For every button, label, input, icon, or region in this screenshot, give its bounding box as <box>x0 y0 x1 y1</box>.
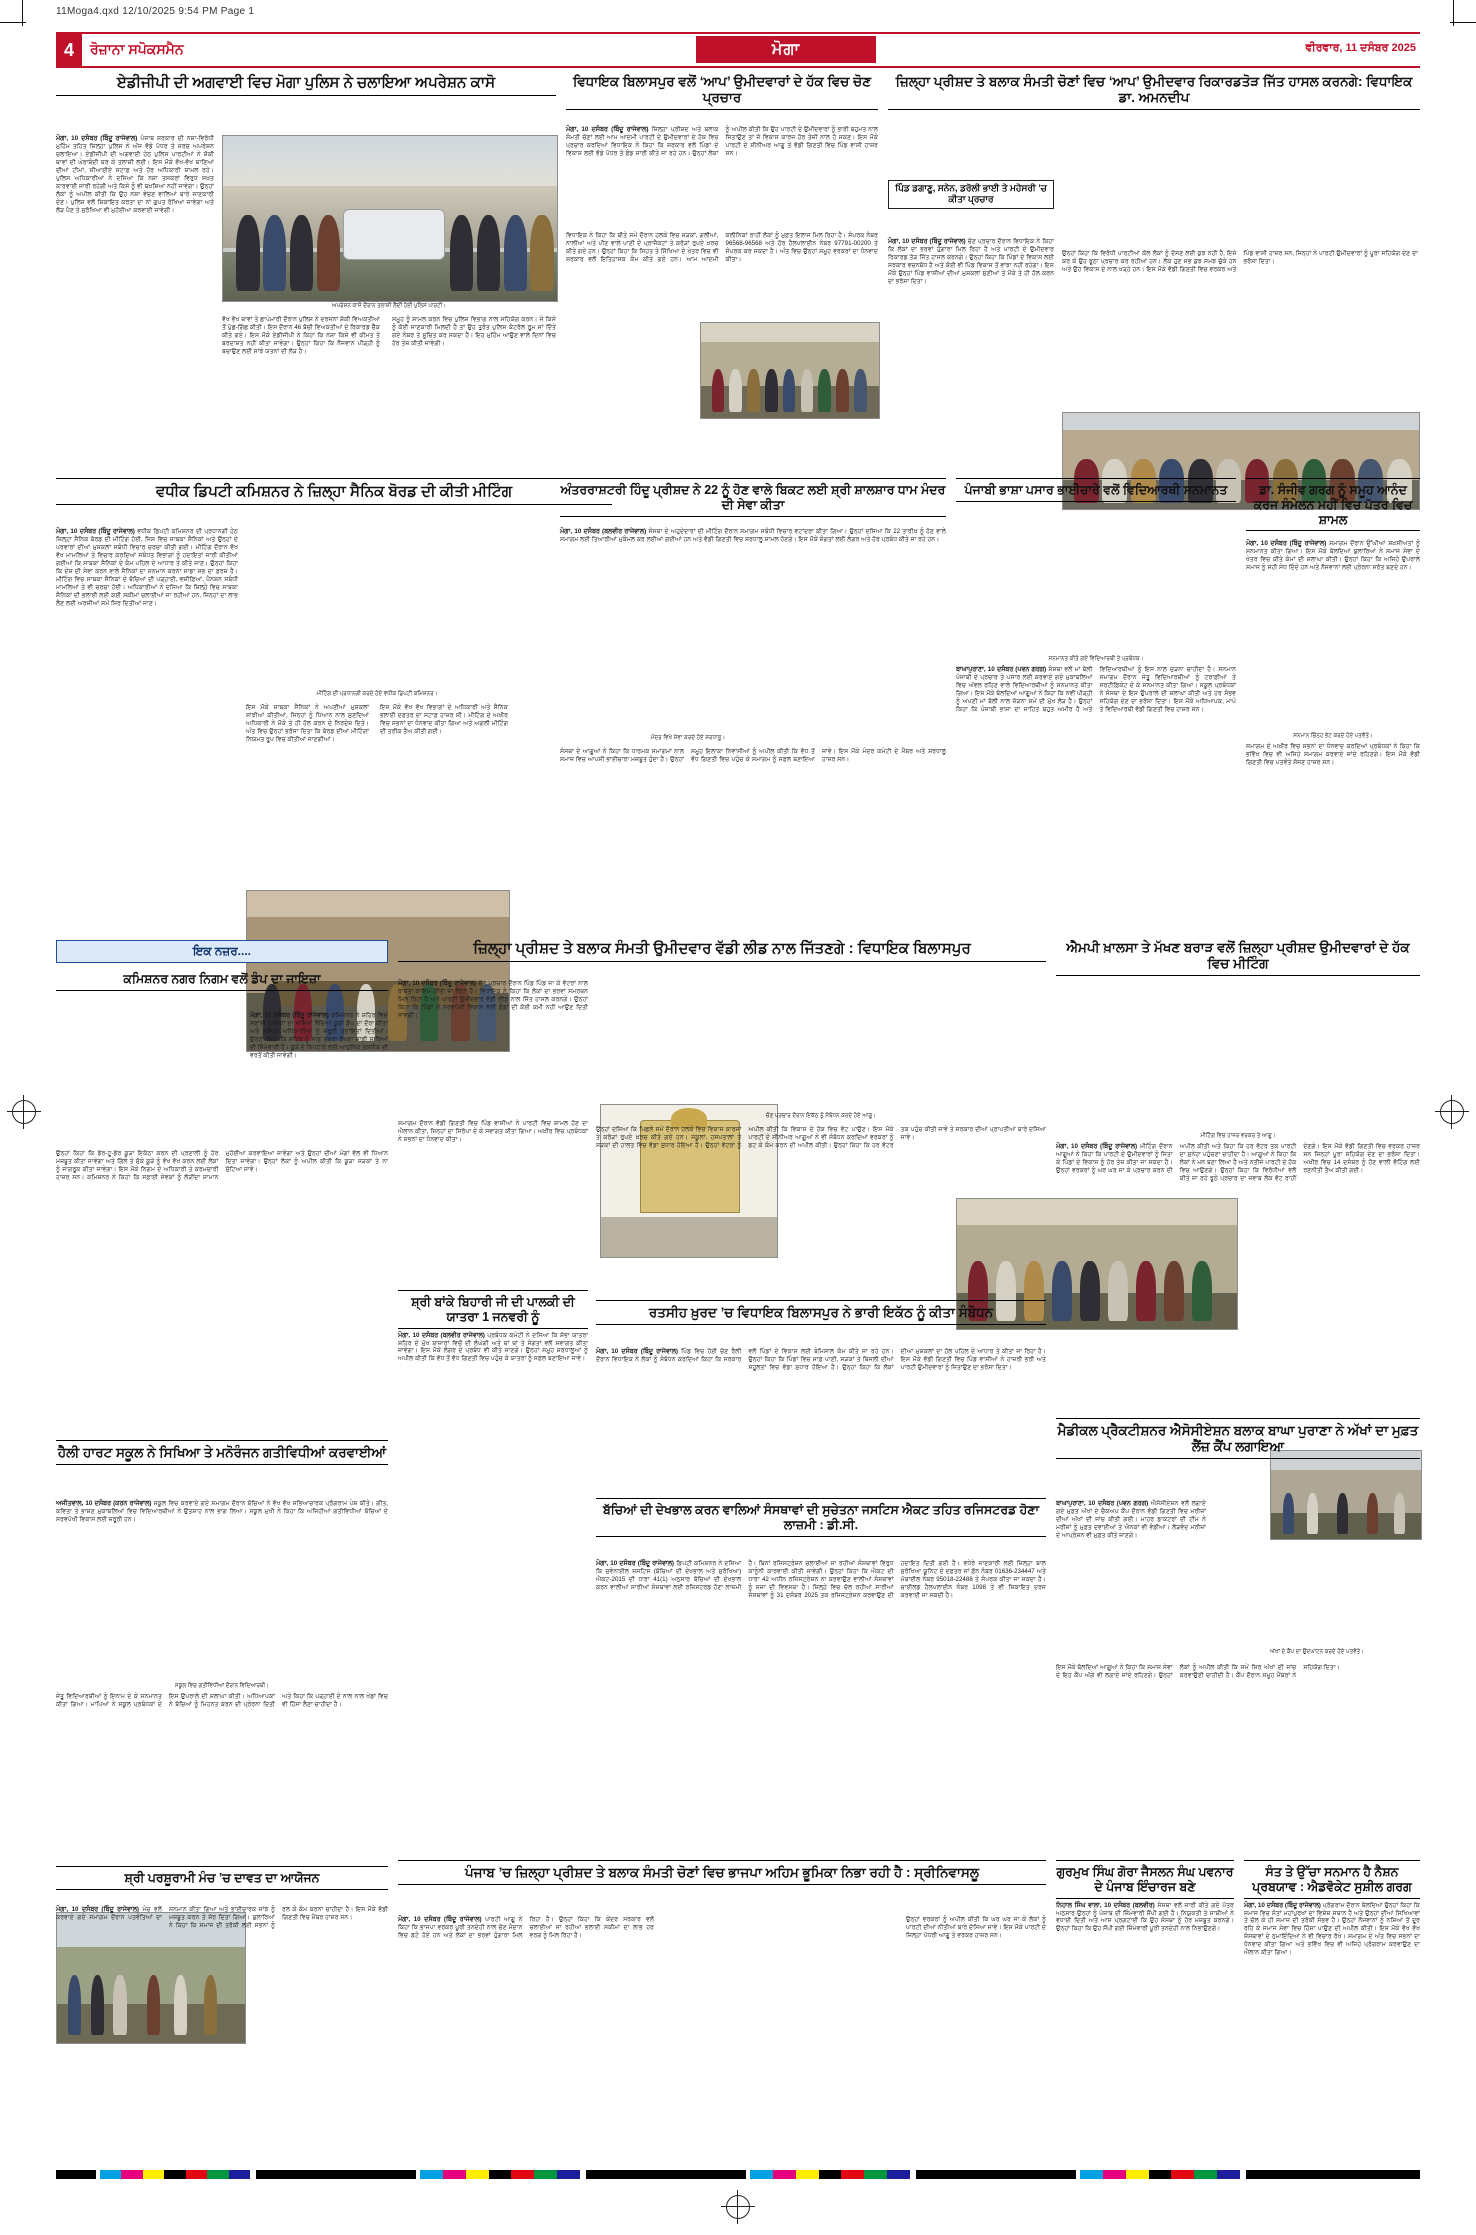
photo-caption-a10: ਮੀਟਿੰਗ ਵਿਚ ਹਾਜ਼ਰ ਵਰਕਰ ਤੇ ਆਗੂ। <box>1200 1133 1276 1139</box>
crop-mark <box>1450 22 1476 23</box>
article-body-a7: ਮੋਗਾ, 10 ਦਸੰਬਰ (ਬਿੰਦੂ ਰਾਜੇਵਾਲ) ਸਮਾਗਮ ਦੌਰਾਨ ਉੱਘੀਆਂ ਸ਼ਖ਼ਸੀਅਤਾਂ ਨੂੰ ਸਨਮਾਨਤ ਕੀਤਾ ਗਿਆ। ਇਸ ਮੌਕੇ ਬੋਲਦਿਆਂ ਬੁਲਾਰਿਆਂ ਨੇ ਸਮਾਜ ਸੇਵਾ ਦੇ ਖੇਤਰ ਵਿਚ ਕੀਤੇ ਕੰਮਾਂ ਦੀ ਸ਼ਲਾਘਾ ਕੀਤੀ। ਉਨ੍ਹਾਂ ਕਿਹਾ ਕਿ ਅਜਿਹੇ ਉਪਰਾਲੇ ਸਮਾਜ ਨੂੰ ਸਹੀ ਸੇਧ ਦਿੰਦੇ ਹਨ ਅਤੇ ਨੌਜਵਾਨਾਂ ਲਈ ਪ੍ਰੇਰਨਾ ਸਰੋਤ ਬਣਦੇ ਹਨ। <box>1246 540 1420 571</box>
dateline-tag: ਨਿਹਾਲ ਸਿੰਘ ਵਾਲਾ, 10 ਦਸੰਬਰ (ਬਲਵੀਰ) <box>1056 1901 1155 1909</box>
dateline-tag: ਮੋਗਾ, 10 ਦਸੰਬਰ (ਬਿੰਦੂ ਰਾਜੇਵਾਲ) <box>888 238 966 245</box>
photo-caption-a9: ਚੋਣ ਪ੍ਰਚਾਰ ਦੌਰਾਨ ਇਕੱਠ ਨੂੰ ਸੰਬੋਧਨ ਕਰਦੇ ਹੋਏ ਆਗੂ। <box>765 1113 877 1119</box>
article-body-a12: ਮੋਗਾ, 10 ਦਸੰਬਰ (ਬਲਵੀਰ ਰਾਜੇਵਾਲ) ਪ੍ਰਬੰਧਕ ਕਮੇਟੀ ਨੇ ਦਸਿਆ ਕਿ ਸ਼ੋਭਾ ਯਾਤਰਾ ਸ਼ਹਿਰ ਦੇ ਮੁੱਖ ਬਾਜ਼ਾਰਾਂ ਵਿਚੋਂ ਦੀ ਲੰਘੇਗੀ ਅਤੇ ਥਾਂ ਥਾਂ ਤੇ ਸੰਗਤਾਂ ਵਲੋਂ ਸਵਾਗਤ ਕੀਤਾ ਜਾਵੇਗਾ। ਇਸ ਮੌਕੇ ਲੰਗਰ ਦੇ ਪ੍ਰਬੰਧ ਵੀ ਕੀਤੇ ਜਾਣਗੇ। ਉਨ੍ਹਾਂ ਸਮੂਹ ਸ਼ਰਧਾਲੂਆਂ ਨੂੰ ਅਪੀਲ ਕੀਤੀ ਕਿ ਵੱਧ ਤੋਂ ਵੱਧ ਗਿਣਤੀ ਵਿਚ ਪਹੁੰਚ ਕੇ ਯਾਤਰਾ ਨੂੰ ਸਫ਼ਲ ਬਣਾਇਆ ਜਾਵੇ। <box>398 1331 588 1363</box>
article-headline-a2: ਵਿਧਾਇਕ ਬਿਲਾਸਪੁਰ ਵਲੋਂ ‘ਆਪ’ ਉਮੀਦਵਾਰਾਂ ਦੇ ਹੱਕ ਵਿਚ ਚੋਣ ਪ੍ਰਚਾਰ <box>572 74 872 105</box>
file-slug: 11Moga4.qxd 12/10/2025 9:54 PM Page 1 <box>56 6 255 17</box>
dateline-tag: ਮੋਗਾ, 10 ਦਸੰਬਰ (ਬਿੰਦੂ ਰਾਜੇਵਾਲ) <box>398 980 477 987</box>
dateline-tag: ਮੋਗਾ, 10 ਦਸੰਬਰ (ਬਿੰਦੂ ਰਾਜੇਵਾਲ) <box>1246 540 1327 547</box>
dateline-tag: ਮੋਗਾ, 10 ਦਸੰਬਰ (ਬਲਵੀਰ ਰਾਜੇਵਾਲ) <box>398 1331 485 1339</box>
article-headline-a18: ਗੁਰਮੁਖ ਸਿੰਘ ਗੋਰਾ ਜੈਸਲਨ ਸੰਘ ਪਵਨਾਰ ਦੇ ਪੰਜਾਬ ਇੰਚਾਰਜ ਬਣੇ <box>1056 1865 1234 1894</box>
article-body-a14: ਮੋਗਾ, 10 ਦਸੰਬਰ (ਬਿੰਦੂ ਰਾਜੇਵਾਲ) ਡਿਪਟੀ ਕਮਿਸ਼ਨਰ ਨੇ ਦਸਿਆ ਕਿ ਜੁਵੇਨਾਈਲ ਜਸਟਿਸ (ਬੱਚਿਆਂ ਦੀ ਦੇਖਭਾਲ ਅਤੇ ਸੁਰੱਖਿਆ) ਐਕਟ-2015 ਦੀ ਧਾਰਾ 41(1) ਅਨੁਸਾਰ ਬੱਚਿਆਂ ਦੀ ਦੇਖਭਾਲ ਕਰਨ ਵਾਲੀਆਂ ਸਾਰੀਆਂ ਸੰਸਥਾਵਾਂ ਲਈ ਰਜਿਸਟਰਡ ਹੋਣਾ ਲਾਜ਼ਮੀ ਹੈ। ਬਿਨਾਂ ਰਜਿਸਟ੍ਰੇਸ਼ਨ ਚਲਾਈਆਂ ਜਾ ਰਹੀਆਂ ਸੰਸਥਾਵਾਂ ਵਿਰੁਧ ਕਾਨੂੰਨੀ ਕਾਰਵਾਈ ਕੀਤੀ ਜਾਵੇਗੀ। ਉਨ੍ਹਾਂ ਕਿਹਾ ਕਿ ਐਕਟ ਦੀ ਧਾਰਾ 42 ਅਧੀਨ ਰਜਿਸਟ੍ਰੇਸ਼ਨ ਨਾ ਕਰਵਾਉਣ ਵਾਲੀਆਂ ਸੰਸਥਾਵਾਂ ਨੂੰ ਸਜ਼ਾ ਦੀ ਵਿਵਸਥਾ ਹੈ। ਜ਼ਿਲ੍ਹੇ ਵਿਚ ਚੱਲ ਰਹੀਆਂ ਸਾਰੀਆਂ ਸੰਸਥਾਵਾਂ ਨੂੰ 31 ਦਸੰਬਰ 2025 ਤਕ ਰਜਿਸਟ੍ਰੇਸ਼ਨ ਕਰਵਾਉਣ ਦੀ ਹਦਾਇਤ ਦਿਤੀ ਗਈ ਹੈ। ਵਧੇਰੇ ਜਾਣਕਾਰੀ ਲਈ ਜ਼ਿਲ੍ਹਾ ਬਾਲ ਸੁਰੱਖਿਆ ਯੂਨਿਟ ਦੇ ਦਫ਼ਤਰ ਜਾਂ ਫ਼ੋਨ ਨੰਬਰ 01636-234447 ਅਤੇ ਮੋਬਾਈਲ ਨੰਬਰ 95018-22488 ਤੇ ਸੰਪਰਕ ਕੀਤਾ ਜਾ ਸਕਦਾ ਹੈ। ਚਾਈਲਡ ਹੈਲਪਲਾਈਨ ਨੰਬਰ 1098 ਤੇ ਵੀ ਸ਼ਿਕਾਇਤ ਦਰਜ ਕਰਵਾਈ ਜਾ ਸਕਦੀ ਹੈ। <box>596 1560 1046 1599</box>
article-body-a11: ਅਜੀਤਵਾਲ, 10 ਦਸੰਬਰ (ਕਰਨ ਰਾਜੇਵਾਲ) ਸਕੂਲ ਵਿਚ ਕਰਵਾਏ ਗਏ ਸਮਾਗਮ ਦੌਰਾਨ ਬੱਚਿਆਂ ਨੇ ਵੱਖ ਵੱਖ ਸਭਿਆਚਾਰਕ ਪ੍ਰੋਗਰਾਮ ਪੇਸ਼ ਕੀਤੇ। ਗੀਤ, ਕਵਿਤਾ ਤੇ ਭਾਸ਼ਣ ਮੁਕਾਬਲਿਆਂ ਵਿਚ ਵਿਦਿਆਰਥੀਆਂ ਨੇ ਉਤਸ਼ਾਹ ਨਾਲ ਭਾਗ ਲਿਆ। ਸਕੂਲ ਮੁਖੀ ਨੇ ਕਿਹਾ ਕਿ ਅਜਿਹੀਆਂ ਗਤੀਵਿਧੀਆਂ ਬੱਚਿਆਂ ਦੇ ਸਰਵਪੱਖੀ ਵਿਕਾਸ ਲਈ ਜ਼ਰੂਰੀ ਹਨ। <box>56 1500 388 1523</box>
dateline-tag: ਮੋਗਾ, 10 ਦਸੰਬਰ (ਬਿੰਦੂ ਰਾਜੇਵਾਲ) <box>566 126 649 133</box>
article-headline-a12: ਸ਼੍ਰੀ ਬਾਂਕੇ ਬਿਹਾਰੀ ਜੀ ਦੀ ਪਾਲਕੀ ਦੀ ਯਾਤਰਾ 1 ਜਨਵਰੀ ਨੂੰ <box>411 1295 575 1324</box>
dateline-tag: ਮੋਗਾ, 10 ਦਸੰਬਰ (ਬਿੰਦੂ ਰਾਜੇਵਾਲ) <box>596 1348 679 1355</box>
article-subhead-a3: ਪਿੰਡ ਡਗਾਣੂ, ਸਨੇਨ, ਡਰੋਲੀ ਭਾਈ ਤੇ ਮਹੇਸਰੀ ’ਚ ਕੀਤਾ ਪ੍ਰਚਾਰ <box>888 180 1054 209</box>
article-body-a4: ਮੋਗਾ, 10 ਦਸੰਬਰ (ਬਿੰਦੂ ਰਾਜੇਵਾਲ) ਵਧੀਕ ਡਿਪਟੀ ਕਮਿਸ਼ਨਰ ਦੀ ਪ੍ਰਧਾਨਗੀ ਹੇਠ ਜ਼ਿਲ੍ਹਾ ਸੈਨਿਕ ਬੋਰਡ ਦੀ ਮੀਟਿੰਗ ਹੋਈ, ਜਿਸ ਵਿਚ ਸਾਬਕਾ ਸੈਨਿਕਾਂ ਅਤੇ ਉਨ੍ਹਾਂ ਦੇ ਪਰਵਾਰਾਂ ਦੀਆਂ ਮੁਸ਼ਕਲਾਂ ਸਬੰਧੀ ਵਿਚਾਰ ਚਰਚਾ ਕੀਤੀ ਗਈ। ਮੀਟਿੰਗ ਦੌਰਾਨ ਵੱਖ ਵੱਖ ਮਾਮਲਿਆਂ ਤੇ ਵਿਚਾਰ ਕਰਦਿਆਂ ਸਬੰਧਤ ਵਿਭਾਗਾਂ ਨੂੰ ਹਦਾਇਤਾਂ ਜਾਰੀ ਕੀਤੀਆਂ ਗਈਆਂ ਕਿ ਸਾਬਕਾ ਸੈਨਿਕਾਂ ਦੇ ਕੰਮ ਪਹਿਲ ਦੇ ਆਧਾਰ ਤੇ ਕੀਤੇ ਜਾਣ। ਉਨ੍ਹਾਂ ਕਿਹਾ ਕਿ ਦੇਸ਼ ਦੀ ਸੇਵਾ ਕਰਨ ਵਾਲੇ ਸੈਨਿਕਾਂ ਦਾ ਸਨਮਾਨ ਕਰਨਾ ਸਾਡਾ ਸਭ ਦਾ ਫ਼ਰਜ਼ ਹੈ। ਮੀਟਿੰਗ ਵਿਚ ਸਾਬਕਾ ਸੈਨਿਕਾਂ ਦੇ ਬੱਚਿਆਂ ਦੀ ਪੜ੍ਹਾਈ, ਵਜ਼ੀਫ਼ਿਆਂ, ਪੈਨਸ਼ਨ ਸਬੰਧੀ ਮਾਮਲਿਆਂ ਤੇ ਵੀ ਚਰਚਾ ਹੋਈ। ਅਧਿਕਾਰੀਆਂ ਨੇ ਦਸਿਆ ਕਿ ਜ਼ਿਲ੍ਹੇ ਵਿਚ ਸਾਬਕਾ ਸੈਨਿਕਾਂ ਦੀ ਭਲਾਈ ਲਈ ਕਈ ਸਕੀਮਾਂ ਚਲਾਈਆਂ ਜਾ ਰਹੀਆਂ ਹਨ, ਜਿਨ੍ਹਾਂ ਦਾ ਲਾਭ ਲੈਣ ਲਈ ਅਰਜ਼ੀਆਂ ਸਮੇਂ ਸਿਰ ਦਿਤੀਆਂ ਜਾਣ। <box>56 528 238 607</box>
article-headline-a7: ਡਾ. ਸੰਜੀਵ ਗਰਗ ਨੂੰ ਸਮੂਹ ਆਨੰਦ ਕਰਜ ਸੰਮੇਲਨ ਮਹੀਂ ਵਿਚ ਪੱਤਰ ਵਿਚ ਸ਼ਾਮਲ <box>1253 483 1413 527</box>
article-body-a16: ਮੋਗਾ, 10 ਦਸੰਬਰ (ਬਿੰਦੂ ਰਾਜੇਵਾਲ) ਮੰਚ ਵਲੋਂ ਕਰਵਾਏ ਗਏ ਸਮਾਗਮ ਦੌਰਾਨ ਪਤਵੰਤਿਆਂ ਦਾ ਸਨਮਾਨ ਕੀਤਾ ਗਿਆ ਅਤੇ ਭਾਈਚਾਰਕ ਸਾਂਝ ਨੂੰ ਮਜ਼ਬੂਤ ਕਰਨ ਤੇ ਜ਼ੋਰ ਦਿਤਾ ਗਿਆ। ਬੁਲਾਰਿਆਂ ਨੇ ਕਿਹਾ ਕਿ ਸਮਾਜ ਦੀ ਤਰੱਕੀ ਲਈ ਸਭਨਾਂ ਨੂੰ ਰਲ ਕੇ ਕੰਮ ਕਰਨਾ ਚਾਹੀਦਾ ਹੈ। ਇਸ ਮੌਕੇ ਵੱਡੀ ਗਿਣਤੀ ਵਿਚ ਮੈਂਬਰ ਹਾਜ਼ਰ ਸਨ। <box>56 1906 388 1929</box>
dateline-tag: ਬਾਘਾਪੁਰਾਣਾ, 10 ਦਸੰਬਰ (ਪਵਨ ਗਰਗ) <box>956 666 1047 673</box>
article-body-a3: ਮੋਗਾ, 10 ਦਸੰਬਰ (ਬਿੰਦੂ ਰਾਜੇਵਾਲ) ਚੋਣ ਪ੍ਰਚਾਰ ਦੌਰਾਨ ਵਿਧਾਇਕ ਨੇ ਕਿਹਾ ਕਿ ਲੋਕਾਂ ਦਾ ਭਰਵਾਂ ਹੁੰਗਾਰਾ ਮਿਲ ਰਿਹਾ ਹੈ ਅਤੇ ਪਾਰਟੀ ਦੇ ਉਮੀਦਵਾਰ ਰਿਕਾਰਡ ਤੋੜ ਜਿੱਤ ਹਾਸਲ ਕਰਨਗੇ। ਉਨ੍ਹਾਂ ਕਿਹਾ ਕਿ ਪਿੰਡਾਂ ਦੇ ਵਿਕਾਸ ਲਈ ਸਰਕਾਰ ਵਚਨਬੱਧ ਹੈ ਅਤੇ ਕੋਈ ਵੀ ਪਿੰਡ ਵਿਕਾਸ ਤੋਂ ਵਾਂਝਾ ਨਹੀਂ ਰਹੇਗਾ। ਇਸ ਮੌਕੇ ਉਨ੍ਹਾਂ ਪਿੰਡ ਵਾਸੀਆਂ ਦੀਆਂ ਮੁਸ਼ਕਲਾਂ ਸੁਣੀਆਂ ਤੇ ਮੌਕੇ ਤੇ ਹੀ ਹੱਲ ਕਰਨ ਦਾ ਭਰੋਸਾ ਦਿਤਾ। <box>888 238 1054 285</box>
article-body-a7-cont: ਸਮਾਗਮ ਦੇ ਅਖ਼ੀਰ ਵਿਚ ਸਭਨਾਂ ਦਾ ਧੰਨਵਾਦ ਕਰਦਿਆਂ ਪ੍ਰਬੰਧਕਾਂ ਨੇ ਕਿਹਾ ਕਿ ਭਵਿੱਖ ਵਿਚ ਵੀ ਅਜਿਹੇ ਸਮਾਗਮ ਕਰਵਾਏ ਜਾਂਦੇ ਰਹਿਣਗੇ। ਇਸ ਮੌਕੇ ਵੱਡੀ ਗਿਣਤੀ ਵਿਚ ਪਤਵੰਤੇ ਸੱਜਣ ਹਾਜ਼ਰ ਸਨ। <box>1246 743 1420 766</box>
article-body-a18: ਨਿਹਾਲ ਸਿੰਘ ਵਾਲਾ, 10 ਦਸੰਬਰ (ਬਲਵੀਰ) ਸੰਸਥਾ ਵਲੋਂ ਜਾਰੀ ਕੀਤੇ ਗਏ ਪੱਤਰ ਅਨੁਸਾਰ ਉਨ੍ਹਾਂ ਨੂੰ ਪੰਜਾਬ ਦੀ ਜ਼ਿੰਮੇਵਾਰੀ ਸੌਂਪੀ ਗਈ ਹੈ। ਨਿਯੁਕਤੀ ਤੇ ਸਾਥੀਆਂ ਨੇ ਵਧਾਈ ਦਿਤੀ ਅਤੇ ਆਸ ਪ੍ਰਗਟਾਈ ਕਿ ਉਹ ਸੰਸਥਾ ਨੂੰ ਹੋਰ ਮਜ਼ਬੂਤ ਕਰਨਗੇ। ਉਨ੍ਹਾਂ ਕਿਹਾ ਕਿ ਉਹ ਸੌਂਪੀ ਗਈ ਜ਼ਿੰਮੇਵਾਰੀ ਪੂਰੀ ਤਨਦੇਹੀ ਨਾਲ ਨਿਭਾਉਣਗੇ। <box>1056 1901 1234 1933</box>
article-body-a19: ਮੋਗਾ, 10 ਦਸੰਬਰ (ਬਿੰਦੂ ਰਾਜੇਵਾਲ) ਪ੍ਰੋਗਰਾਮ ਦੌਰਾਨ ਬੋਲਦਿਆਂ ਉਨ੍ਹਾਂ ਕਿਹਾ ਕਿ ਸਮਾਜ ਵਿਚ ਸੰਤਾਂ ਮਹਾਂਪੁਰਖਾਂ ਦਾ ਵਿਸ਼ੇਸ਼ ਸਥਾਨ ਹੈ ਅਤੇ ਉਨ੍ਹਾਂ ਦੀਆਂ ਸਿਖਿਆਵਾਂ ਤੇ ਚੱਲ ਕੇ ਹੀ ਸਮਾਜ ਦੀ ਤਰੱਕੀ ਸੰਭਵ ਹੈ। ਉਨ੍ਹਾਂ ਨੌਜਵਾਨਾਂ ਨੂੰ ਨਸ਼ਿਆਂ ਤੋਂ ਦੂਰ ਰਹਿ ਕੇ ਸਮਾਜ ਸੇਵਾ ਵਿਚ ਹਿੱਸਾ ਪਾਉਣ ਦੀ ਅਪੀਲ ਕੀਤੀ। ਇਸ ਮੌਕੇ ਵੱਖ ਵੱਖ ਸੰਸਥਾਵਾਂ ਦੇ ਨੁਮਾਇੰਦਿਆਂ ਨੇ ਵੀ ਵਿਚਾਰ ਰੱਖੇ। ਸਮਾਗਮ ਦੇ ਅੰਤ ਵਿਚ ਸਭਨਾਂ ਦਾ ਧੰਨਵਾਦ ਕੀਤਾ ਗਿਆ ਅਤੇ ਭਵਿੱਖ ਵਿਚ ਵੀ ਅਜਿਹੇ ਪ੍ਰੋਗਰਾਮ ਕਰਵਾਉਣ ਦਾ ਐਲਾਨ ਕੀਤਾ ਗਿਆ। <box>1244 1901 1420 1957</box>
article-body-a9-cont: ਉਨ੍ਹਾਂ ਦਸਿਆ ਕਿ ਪਿਛਲੇ ਸਮੇਂ ਦੌਰਾਨ ਹਲਕੇ ਵਿਚ ਵਿਕਾਸ ਕਾਰਜਾਂ ਤੇ ਕਰੋੜਾਂ ਰੁਪਏ ਖ਼ਰਚ ਕੀਤੇ ਗਏ ਹਨ। ਸਕੂਲਾਂ, ਹਸਪਤਾਲਾਂ ਤੇ ਸੜਕਾਂ ਦੀ ਹਾਲਤ ਵਿਚ ਵੱਡਾ ਸੁਧਾਰ ਹੋਇਆ ਹੈ। ਉਨ੍ਹਾਂ ਵੋਟਰਾਂ ਨੂੰ ਅਪੀਲ ਕੀਤੀ ਕਿ ਵਿਕਾਸ ਦੇ ਹੱਕ ਵਿਚ ਵੋਟ ਪਾਉਣ। ਇਸ ਮੌਕੇ ਪਾਰਟੀ ਦੇ ਸੀਨੀਅਰ ਆਗੂਆਂ ਨੇ ਵੀ ਸੰਬੋਧਨ ਕਰਦਿਆਂ ਵਰਕਰਾਂ ਨੂੰ ਡਟ ਕੇ ਕੰਮ ਕਰਨ ਦੀ ਅਪੀਲ ਕੀਤੀ। ਉਨ੍ਹਾਂ ਕਿਹਾ ਕਿ ਹਰ ਵੋਟਰ ਤਕ ਪਹੁੰਚ ਕੀਤੀ ਜਾਵੇ ਤੇ ਸਰਕਾਰ ਦੀਆਂ ਪ੍ਰਾਪਤੀਆਂ ਬਾਰੇ ਦਸਿਆ ਜਾਵੇ। <box>596 1126 1046 1149</box>
registration-mark <box>12 1100 36 1124</box>
article-photo-a7 <box>1270 1450 1422 1540</box>
dateline-tag: ਮੋਗਾ, 10 ਦਸੰਬਰ (ਬਿੰਦੂ ਰਾਜੇਵਾਲ) <box>250 1012 329 1019</box>
article-body-a1-cont2: ਸਮੂਹ ਨੂੰ ਸ਼ਾਮਲ ਕਰਨ ਵਿਚ ਪੁਲਿਸ ਵਿਭਾਗ ਨਾਲ ਸਹਿਯੋਗ ਕਰਨ। ਜੇ ਕਿਸੇ ਨੂੰ ਕੋਈ ਜਾਣਕਾਰੀ ਮਿਲਦੀ ਹੈ ਤਾਂ ਉਹ ਤੁਰੰਤ ਪੁਲਿਸ ਕੰਟਰੋਲ ਰੂਮ ਜਾਂ ਦਿੱਤੇ ਗਏ ਨੰਬਰ ਤੇ ਸੂਚਿਤ ਕਰ ਸਕਦਾ ਹੈ। ਇਹ ਮੁਹਿੰਮ ਆਉਣ ਵਾਲੇ ਦਿਨਾਂ ਵਿਚ ਹੋਰ ਤੇਜ਼ ਕੀਤੀ ਜਾਵੇਗੀ। <box>392 316 556 347</box>
article-headline-a3: ਜ਼ਿਲ੍ਹਾ ਪ੍ਰੀਸ਼ਦ ਤੇ ਬਲਾਕ ਸੰਮਤੀ ਚੋਣਾਂ ਵਿਚ ‘ਆਪ’ ਉਮੀਦਵਾਰ ਰਿਕਾਰਡਤੋੜ ਜਿੱਤ ਹਾਸਲ ਕਰਨਗੇ: ਵਿਧਾਇਕ ਡਾ. ਅਮਨਦੀਪ <box>895 74 1413 105</box>
article-body-a17-cont: ਉਨ੍ਹਾਂ ਵਰਕਰਾਂ ਨੂੰ ਅਪੀਲ ਕੀਤੀ ਕਿ ਘਰ ਘਰ ਜਾ ਕੇ ਲੋਕਾਂ ਨੂੰ ਪਾਰਟੀ ਦੀਆਂ ਨੀਤੀਆਂ ਬਾਰੇ ਦੱਸਿਆ ਜਾਵੇ। ਇਸ ਮੌਕੇ ਪਾਰਟੀ ਦੇ ਜ਼ਿਲ੍ਹਾ ਪੱਧਰੀ ਆਗੂ ਤੇ ਵਰਕਰ ਹਾਜ਼ਰ ਸਨ। <box>906 1916 1046 1939</box>
article-body-a10: ਮੋਗਾ, 10 ਦਸੰਬਰ (ਬਿੰਦੂ ਰਾਜੇਵਾਲ) ਮੀਟਿੰਗ ਦੌਰਾਨ ਆਗੂਆਂ ਨੇ ਕਿਹਾ ਕਿ ਪਾਰਟੀ ਦੇ ਉਮੀਦਵਾਰਾਂ ਨੂੰ ਜਿਤਾ ਕੇ ਪਿੰਡਾਂ ਦੇ ਵਿਕਾਸ ਨੂੰ ਹੋਰ ਤੇਜ਼ ਕੀਤਾ ਜਾ ਸਕਦਾ ਹੈ। ਉਨ੍ਹਾਂ ਵਰਕਰਾਂ ਨੂੰ ਘਰ ਘਰ ਜਾ ਕੇ ਪ੍ਰਚਾਰ ਕਰਨ ਦੀ ਅਪੀਲ ਕੀਤੀ ਅਤੇ ਕਿਹਾ ਕਿ ਹਰ ਵੋਟਰ ਤਕ ਪਾਰਟੀ ਦਾ ਸੁਨੇਹਾ ਪਹੁੰਚਣਾ ਚਾਹੀਦਾ ਹੈ। ਆਗੂਆਂ ਨੇ ਕਿਹਾ ਕਿ ਲੋਕਾਂ ਨੇ ਮਨ ਬਣਾ ਲਿਆ ਹੈ ਅਤੇ ਨਤੀਜੇ ਪਾਰਟੀ ਦੇ ਹੱਕ ਵਿਚ ਆਉਣਗੇ। ਉਨ੍ਹਾਂ ਕਿਹਾ ਕਿ ਵਿਰੋਧੀਆਂ ਵਲੋਂ ਕੀਤੇ ਜਾ ਰਹੇ ਝੂਠੇ ਪ੍ਰਚਾਰ ਦਾ ਜਵਾਬ ਲੋਕ ਵੋਟ ਰਾਹੀਂ ਦੇਣਗੇ। ਇਸ ਮੌਕੇ ਵੱਡੀ ਗਿਣਤੀ ਵਿਚ ਵਰਕਰ ਹਾਜ਼ਰ ਸਨ ਜਿਨ੍ਹਾਂ ਪੂਰਾ ਸਹਿਯੋਗ ਦੇਣ ਦਾ ਭਰੋਸਾ ਦਿਤਾ। ਅਖ਼ੀਰ ਵਿਚ 14 ਦਸੰਬਰ ਨੂੰ ਹੋਣ ਵਾਲੀ ਵੋਟਿੰਗ ਲਈ ਰਣਨੀਤੀ ਤੈਅ ਕੀਤੀ ਗਈ। <box>1056 1143 1420 1182</box>
edition-name: ਮੋਗਾ <box>696 36 876 63</box>
article-headline-a1: ਏਡੀਜੀਪੀ ਦੀ ਅਗਵਾਈ ਵਿਚ ਮੋਗਾ ਪੁਲਿਸ ਨੇ ਚਲਾਇਆ ਅਪਰੇਸ਼ਨ ਕਾਸੋ <box>116 74 496 91</box>
article-body-a9-cont2: ਸਮਾਗਮ ਦੌਰਾਨ ਵੱਡੀ ਗਿਣਤੀ ਵਿਚ ਪਿੰਡ ਵਾਸੀਆਂ ਨੇ ਪਾਰਟੀ ਵਿਚ ਸ਼ਾਮਲ ਹੋਣ ਦਾ ਐਲਾਨ ਕੀਤਾ, ਜਿਨ੍ਹਾਂ ਦਾ ਸਿਰੋਪਾ ਦੇ ਕੇ ਸਵਾਗਤ ਕੀਤਾ ਗਿਆ। ਅਖ਼ੀਰ ਵਿਚ ਪ੍ਰਬੰਧਕਾਂ ਨੇ ਸਭਨਾਂ ਦਾ ਧੰਨਵਾਦ ਕੀਤਾ। <box>398 1120 588 1143</box>
dateline-tag: ਮੋਗਾ, 10 ਦਸੰਬਰ (ਬਿੰਦੂ ਰਾਜੇਵਾਲ) <box>56 1906 139 1913</box>
article-headline-a5: ਅੰਤਰਰਾਸ਼ਟਰੀ ਹਿੰਦੂ ਪ੍ਰੀਸ਼ਦ ਨੇ 22 ਨੂੰ ਹੋਣ ਵਾਲੇ ਬਿਕਟ ਲਈ ਸ਼੍ਰੀ ਸ਼ਾਲਸ਼ਾਰ ਧਾਮ ਮੰਦਰ ਦੀ ਸੇਵਾ ਕੀਤਾ <box>560 483 946 512</box>
dateline-tag: ਮੋਗਾ, 10 ਦਸੰਬਰ (ਬਲਵੀਰ ਰਾਜੇਵਾਲ) <box>560 528 647 535</box>
article-headline-a15: ਮੈਡੀਕਲ ਪ੍ਰੈਕਟੀਸ਼ਨਰ ਐਸੋਸੀਏਸ਼ਨ ਬਲਾਕ ਬਾਘਾ ਪੁਰਾਣਾ ਨੇ ਅੱਖਾਂ ਦਾ ਮੁਫ਼ਤ ਲੈਂਜ਼ ਕੈਂਪ ਲਗਾਇਆ <box>1057 1423 1419 1454</box>
article-body-a3-cont: ਉਨ੍ਹਾਂ ਕਿਹਾ ਕਿ ਵਿਰੋਧੀ ਪਾਰਟੀਆਂ ਕੋਲ ਲੋਕਾਂ ਨੂੰ ਦੱਸਣ ਲਈ ਕੁਝ ਨਹੀਂ ਹੈ, ਇਸੇ ਕਰ ਕੇ ਉਹ ਝੂਠਾ ਪ੍ਰਚਾਰ ਕਰ ਰਹੀਆਂ ਹਨ। ਲੋਕ ਹੁਣ ਸਭ ਕੁਝ ਸਮਝ ਚੁੱਕੇ ਹਨ ਅਤੇ ਉਹ ਵਿਕਾਸ ਦੇ ਨਾਲ ਖੜ੍ਹੇ ਹਨ। ਇਸ ਮੌਕੇ ਵੱਡੀ ਗਿਣਤੀ ਵਿਚ ਵਰਕਰ ਅਤੇ ਪਿੰਡ ਵਾਸੀ ਹਾਜ਼ਰ ਸਨ, ਜਿਨ੍ਹਾਂ ਨੇ ਪਾਰਟੀ ਉਮੀਦਵਾਰਾਂ ਨੂੰ ਪੂਰਾ ਸਹਿਯੋਗ ਦੇਣ ਦਾ ਭਰੋਸਾ ਦਿਤਾ। <box>1062 250 1418 273</box>
article-headline-a9: ਜ਼ਿਲ੍ਹਾ ਪ੍ਰੀਸ਼ਦ ਤੇ ਬਲਾਕ ਸੰਮਤੀ ਉਮੀਦਵਾਰ ਵੱਡੀ ਲੀਡ ਨਾਲ ਜਿੱਤਣਗੇ : ਵਿਧਾਇਕ ਬਿਲਾਸਪੁਰ <box>473 940 971 957</box>
article-photo-a8 <box>56 1912 246 2044</box>
photo-caption-a7: ਸਨਮਾਨ ਚਿੰਨ੍ਹ ਭੇਟ ਕਰਦੇ ਹੋਏ ਪਤਵੰਤੇ। <box>1293 733 1373 739</box>
article-body-a5: ਮੋਗਾ, 10 ਦਸੰਬਰ (ਬਲਵੀਰ ਰਾਜੇਵਾਲ) ਸੰਸਥਾ ਦੇ ਅਹੁਦੇਦਾਰਾਂ ਦੀ ਮੀਟਿੰਗ ਦੌਰਾਨ ਸਮਾਗਮ ਸਬੰਧੀ ਵਿਚਾਰ ਵਟਾਂਦਰਾ ਕੀਤਾ ਗਿਆ। ਉਨ੍ਹਾਂ ਦਸਿਆ ਕਿ 22 ਤਾਰੀਖ਼ ਨੂੰ ਹੋਣ ਵਾਲੇ ਸਮਾਗਮ ਲਈ ਤਿਆਰੀਆਂ ਮੁਕੰਮਲ ਕਰ ਲਈਆਂ ਗਈਆਂ ਹਨ ਅਤੇ ਵੱਡੀ ਗਿਣਤੀ ਵਿਚ ਸ਼ਰਧਾਲੂ ਸ਼ਾਮਲ ਹੋਣਗੇ। ਇਸ ਮੌਕੇ ਸੰਗਤਾਂ ਲਈ ਲੰਗਰ ਅਤੇ ਹੋਰ ਪ੍ਰਬੰਧ ਕੀਤੇ ਜਾ ਰਹੇ ਹਨ। <box>560 528 946 544</box>
page-number: 4 <box>56 34 82 66</box>
article-body-a1-cont: ਵੱਖ ਵੱਖ ਥਾਵਾਂ ਤੇ ਛਾਪੇਮਾਰੀ ਦੌਰਾਨ ਪੁਲਿਸ ਨੇ ਦਰਜਨਾਂ ਸ਼ੱਕੀ ਵਿਅਕਤੀਆਂ ਤੋਂ ਪੁੱਛ-ਗਿੱਛ ਕੀਤੀ। ਇਸ ਦੌਰਾਨ 46 ਬੱਚੀ ਵਿਅਕਤੀਆਂ ਦੇ ਰਿਕਾਰਡ ਚੈੱਕ ਕੀਤੇ ਗਏ। ਇਸ ਮੌਕੇ ਏਡੀਜੀਪੀ ਨੇ ਕਿਹਾ ਕਿ ਨਸ਼ਾ ਕਿਸੇ ਵੀ ਕੀਮਤ ਤੇ ਬਰਦਾਸ਼ਤ ਨਹੀਂ ਕੀਤਾ ਜਾਵੇਗਾ। ਉਨ੍ਹਾਂ ਕਿਹਾ ਕਿ ਨੌਜਵਾਨ ਪੀੜ੍ਹੀ ਨੂੰ ਬਚਾਉਣ ਲਈ ਸਾਂਝੇ ਯਤਨਾਂ ਦੀ ਲੋੜ ਹੈ। <box>222 316 380 355</box>
article-body-a11-cont: ਜੇਤੂ ਵਿਦਿਆਰਥੀਆਂ ਨੂੰ ਇਨਾਮ ਦੇ ਕੇ ਸਨਮਾਨਤ ਕੀਤਾ ਗਿਆ। ਮਾਪਿਆਂ ਨੇ ਸਕੂਲ ਪ੍ਰਬੰਧਕਾਂ ਦੇ ਇਸ ਉਪਰਾਲੇ ਦੀ ਸ਼ਲਾਘਾ ਕੀਤੀ। ਅਧਿਆਪਕਾਂ ਨੇ ਬੱਚਿਆਂ ਨੂੰ ਮਿਹਨਤ ਕਰਨ ਦੀ ਪ੍ਰੇਰਨਾ ਦਿਤੀ ਅਤੇ ਕਿਹਾ ਕਿ ਪੜ੍ਹਾਈ ਦੇ ਨਾਲ ਨਾਲ ਖੇਡਾਂ ਵਿਚ ਵੀ ਹਿੱਸਾ ਲੈਣਾ ਚਾਹੀਦਾ ਹੈ। <box>56 1693 388 1708</box>
article-headline-a17: ਪੰਜਾਬ ’ਚ ਜ਼ਿਲ੍ਹਾ ਪ੍ਰੀਸ਼ਦ ਤੇ ਬਲਾਕ ਸੰਮਤੀ ਚੋਣਾਂ ਵਿਚ ਭਾਜਪਾ ਅਹਿਮ ਭੂਮਿਕਾ ਨਿਭਾ ਰਹੀ ਹੈ : ਸ੍ਰੀਨਿਵਾਸਲੂ <box>465 1865 979 1880</box>
article-body-a2: ਮੋਗਾ, 10 ਦਸੰਬਰ (ਬਿੰਦੂ ਰਾਜੇਵਾਲ) ਜ਼ਿਲ੍ਹਾ ਪ੍ਰੀਸ਼ਦ ਅਤੇ ਬਲਾਕ ਸੰਮਤੀ ਚੋਣਾਂ ਲਈ ਆਮ ਆਦਮੀ ਪਾਰਟੀ ਦੇ ਉਮੀਦਵਾਰਾਂ ਦੇ ਹੱਕ ਵਿਚ ਪ੍ਰਚਾਰ ਕਰਦਿਆਂ ਵਿਧਾਇਕ ਨੇ ਕਿਹਾ ਕਿ ਸਰਕਾਰ ਵਲੋਂ ਪਿੰਡਾਂ ਦੇ ਵਿਕਾਸ ਲਈ ਵੱਡੇ ਪੱਧਰ ਤੇ ਫੰਡ ਜਾਰੀ ਕੀਤੇ ਜਾ ਰਹੇ ਹਨ। ਉਨ੍ਹਾਂ ਲੋਕਾਂ ਨੂੰ ਅਪੀਲ ਕੀਤੀ ਕਿ ਉਹ ਪਾਰਟੀ ਦੇ ਉਮੀਦਵਾਰਾਂ ਨੂੰ ਭਾਰੀ ਬਹੁਮਤ ਨਾਲ ਜਿਤਾਉਣ ਤਾਂ ਜੋ ਵਿਕਾਸ ਕਾਰਜ ਹੋਰ ਤੇਜ਼ੀ ਨਾਲ ਹੋ ਸਕਣ। ਇਸ ਮੌਕੇ ਪਾਰਟੀ ਦੇ ਸੀਨੀਅਰ ਆਗੂ ਤੇ ਵੱਡੀ ਗਿਣਤੀ ਵਿਚ ਪਿੰਡ ਵਾਸੀ ਹਾਜ਼ਰ ਸਨ। <box>566 126 878 157</box>
article-headline-a4: ਵਧੀਕ ਡਿਪਟੀ ਕਮਿਸ਼ਨਰ ਨੇ ਜ਼ਿਲ੍ਹਾ ਸੈਨਿਕ ਬੋਰਡ ਦੀ ਕੀਤੀ ਮੀਟਿੰਗ <box>155 483 513 500</box>
article-body-a9: ਮੋਗਾ, 10 ਦਸੰਬਰ (ਬਿੰਦੂ ਰਾਜੇਵਾਲ) ਚੋਣ ਪ੍ਰਚਾਰ ਦੌਰਾਨ ਪਿੰਡ ਪਿੰਡ ਜਾ ਕੇ ਵੋਟਰਾਂ ਨਾਲ ਰਾਬਤਾ ਕਾਇਮ ਕੀਤਾ ਜਾ ਰਿਹਾ ਹੈ। ਵਿਧਾਇਕ ਨੇ ਕਿਹਾ ਕਿ ਲੋਕਾਂ ਦਾ ਭਰਵਾਂ ਸਮਰਥਨ ਮਿਲ ਰਿਹਾ ਹੈ ਅਤੇ ਪਾਰਟੀ ਉਮੀਦਵਾਰ ਵੱਡੀ ਲੀਡ ਨਾਲ ਜਿੱਤ ਹਾਸਲ ਕਰਨਗੇ। ਉਨ੍ਹਾਂ ਕਿਹਾ ਕਿ ਪਿੰਡਾਂ ਦੇ ਸਰਵਪੱਖੀ ਵਿਕਾਸ ਲਈ ਫੰਡਾਂ ਦੀ ਕੋਈ ਕਮੀ ਨਹੀਂ ਆਉਣ ਦਿਤੀ ਜਾਵੇਗੀ। <box>398 980 588 1019</box>
article-body-a17: ਮੋਗਾ, 10 ਦਸੰਬਰ (ਬਿੰਦੂ ਰਾਜੇਵਾਲ) ਪਾਰਟੀ ਆਗੂ ਨੇ ਕਿਹਾ ਕਿ ਭਾਜਪਾ ਵਰਕਰ ਪੂਰੀ ਤਨਦੇਹੀ ਨਾਲ ਚੋਣ ਮੈਦਾਨ ਵਿਚ ਡਟੇ ਹੋਏ ਹਨ ਅਤੇ ਲੋਕਾਂ ਦਾ ਭਰਵਾਂ ਹੁੰਗਾਰਾ ਮਿਲ ਰਿਹਾ ਹੈ। ਉਨ੍ਹਾਂ ਕਿਹਾ ਕਿ ਕੇਂਦਰ ਸਰਕਾਰ ਵਲੋਂ ਚਲਾਈਆਂ ਜਾ ਰਹੀਆਂ ਭਲਾਈ ਸਕੀਮਾਂ ਦਾ ਲਾਭ ਹਰ ਵਰਗ ਨੂੰ ਮਿਲ ਰਿਹਾ ਹੈ। <box>398 1916 654 1939</box>
color-control-bar <box>750 2170 910 2179</box>
color-control-bar <box>420 2170 580 2179</box>
article-body-a6: ਬਾਘਾਪੁਰਾਣਾ, 10 ਦਸੰਬਰ (ਪਵਨ ਗਰਗ) ਸੰਸਥਾ ਵਲੋਂ ਮਾਂ ਬੋਲੀ ਪੰਜਾਬੀ ਦੇ ਪ੍ਰਚਾਰ ਤੇ ਪਸਾਰ ਲਈ ਕਰਵਾਏ ਗਏ ਮੁਕਾਬਲਿਆਂ ਵਿਚ ਅੱਵਲ ਰਹਿਣ ਵਾਲੇ ਵਿਦਿਆਰਥੀਆਂ ਨੂੰ ਸਨਮਾਨਤ ਕੀਤਾ ਗਿਆ। ਇਸ ਮੌਕੇ ਬੋਲਦਿਆਂ ਆਗੂਆਂ ਨੇ ਕਿਹਾ ਕਿ ਨਵੀਂ ਪੀੜ੍ਹੀ ਨੂੰ ਅਪਣੀ ਮਾਂ ਬੋਲੀ ਨਾਲ ਜੋੜਨਾ ਸਮੇਂ ਦੀ ਮੁੱਖ ਲੋੜ ਹੈ। ਉਨ੍ਹਾਂ ਕਿਹਾ ਕਿ ਪੰਜਾਬੀ ਭਾਸ਼ਾ ਦਾ ਸਾਹਿਤ ਬਹੁਤ ਅਮੀਰ ਹੈ ਅਤੇ ਵਿਦਿਆਰਥੀਆਂ ਨੂੰ ਇਸ ਨਾਲ ਜੁੜਨਾ ਚਾਹੀਦਾ ਹੈ। ਸਨਮਾਨ ਸਮਾਗਮ ਦੌਰਾਨ ਜੇਤੂ ਵਿਦਿਆਰਥੀਆਂ ਨੂੰ ਟਰਾਫ਼ੀਆਂ ਤੇ ਸਰਟੀਫ਼ਿਕੇਟ ਦੇ ਕੇ ਸਨਮਾਨਤ ਕੀਤਾ ਗਿਆ। ਸਕੂਲ ਪ੍ਰਬੰਧਕਾਂ ਨੇ ਸੰਸਥਾ ਦੇ ਇਸ ਉਪਰਾਲੇ ਦੀ ਸ਼ਲਾਘਾ ਕੀਤੀ ਅਤੇ ਹਰ ਸੰਭਵ ਸਹਿਯੋਗ ਦੇਣ ਦਾ ਭਰੋਸਾ ਦਿਤਾ। ਇਸ ਮੌਕੇ ਅਧਿਆਪਕ, ਮਾਪੇ ਤੇ ਵਿਦਿਆਰਥੀ ਵੱਡੀ ਗਿਣਤੀ ਵਿਚ ਹਾਜ਼ਰ ਸਨ। <box>956 666 1236 713</box>
article-body-a5-cont: ਸੰਸਥਾ ਦੇ ਆਗੂਆਂ ਨੇ ਕਿਹਾ ਕਿ ਧਾਰਮਕ ਸਮਾਗਮਾਂ ਨਾਲ ਸਮਾਜ ਵਿਚ ਆਪਸੀ ਭਾਈਚਾਰਾ ਮਜ਼ਬੂਤ ਹੁੰਦਾ ਹੈ। ਉਨ੍ਹਾਂ ਸਮੂਹ ਇਲਾਕਾ ਨਿਵਾਸੀਆਂ ਨੂੰ ਅਪੀਲ ਕੀਤੀ ਕਿ ਵੱਧ ਤੋਂ ਵੱਧ ਗਿਣਤੀ ਵਿਚ ਪਹੁੰਚ ਕੇ ਸਮਾਗਮ ਨੂੰ ਸਫ਼ਲ ਬਣਾਇਆ ਜਾਵੇ। ਇਸ ਮੌਕੇ ਮੰਦਰ ਕਮੇਟੀ ਦੇ ਮੈਂਬਰ ਅਤੇ ਸ਼ਰਧਾਲੂ ਹਾਜ਼ਰ ਸਨ। <box>560 748 946 763</box>
dateline-tag: ਮੋਗਾ, 10 ਦਸੰਬਰ (ਬਿੰਦੂ ਰਾਜੇਵਾਲ) <box>1056 1143 1138 1150</box>
article-body-a13: ਮੋਗਾ, 10 ਦਸੰਬਰ (ਬਿੰਦੂ ਰਾਜੇਵਾਲ) ਪਿੰਡ ਵਿਚ ਹੋਈ ਚੋਣ ਰੈਲੀ ਦੌਰਾਨ ਵਿਧਾਇਕ ਨੇ ਲੋਕਾਂ ਨੂੰ ਸੰਬੋਧਨ ਕਰਦਿਆਂ ਕਿਹਾ ਕਿ ਸਰਕਾਰ ਵਲੋਂ ਪਿੰਡਾਂ ਦੇ ਵਿਕਾਸ ਲਈ ਬੇਮਿਸਾਲ ਕੰਮ ਕੀਤੇ ਜਾ ਰਹੇ ਹਨ। ਉਨ੍ਹਾਂ ਕਿਹਾ ਕਿ ਪਿੰਡਾਂ ਵਿਚ ਸਾਫ਼ ਪਾਣੀ, ਸੜਕਾਂ ਤੇ ਬਿਜਲੀ ਦੀਆਂ ਸਹੂਲਤਾਂ ਵਿਚ ਵੱਡਾ ਸੁਧਾਰ ਹੋਇਆ ਹੈ। ਉਨ੍ਹਾਂ ਕਿਹਾ ਕਿ ਲੋਕਾਂ ਦੀਆਂ ਮੁਸ਼ਕਲਾਂ ਦਾ ਹੱਲ ਪਹਿਲ ਦੇ ਆਧਾਰ ਤੇ ਕੀਤਾ ਜਾ ਰਿਹਾ ਹੈ। ਇਸ ਮੌਕੇ ਵੱਡੀ ਗਿਣਤੀ ਵਿਚ ਪਿੰਡ ਵਾਸੀਆਂ ਨੇ ਹਾਜ਼ਰੀ ਭਰੀ ਅਤੇ ਪਾਰਟੀ ਉਮੀਦਵਾਰਾਂ ਨੂੰ ਜਿਤਾਉਣ ਦਾ ਭਰੋਸਾ ਦਿਤਾ। <box>596 1348 1046 1371</box>
paper-name: ਰੋਜ਼ਾਨਾ ਸਪੋਕਸਮੈਨ <box>90 41 184 57</box>
article-body-a2-cont: ਵਿਧਾਇਕ ਨੇ ਕਿਹਾ ਕਿ ਬੀਤੇ ਸਮੇਂ ਦੌਰਾਨ ਹਲਕੇ ਵਿਚ ਸੜਕਾਂ, ਗਲੀਆਂ, ਨਾਲੀਆਂ ਅਤੇ ਪੀਣ ਵਾਲੇ ਪਾਣੀ ਦੇ ਪ੍ਰਾਜੈਕਟਾਂ ਤੇ ਕਰੋੜਾਂ ਰੁਪਏ ਖ਼ਰਚ ਕੀਤੇ ਗਏ ਹਨ। ਉਨ੍ਹਾਂ ਕਿਹਾ ਕਿ ਸਿਹਤ ਤੇ ਸਿੱਖਿਆ ਦੇ ਖੇਤਰ ਵਿਚ ਵੀ ਸਰਕਾਰ ਵਲੋਂ ਇਤਿਹਾਸਕ ਕੰਮ ਕੀਤੇ ਗਏ ਹਨ। ਆਮ ਆਦਮੀ ਕਲੀਨਿਕਾਂ ਰਾਹੀਂ ਲੋਕਾਂ ਨੂੰ ਮੁਫ਼ਤ ਇਲਾਜ ਮਿਲ ਰਿਹਾ ਹੈ। ਸੰਪਰਕ ਨੰਬਰ 96568-96568 ਅਤੇ ਹੋਰ ਹੈਲਪਲਾਈਨ ਨੰਬਰ 97791-00200 ਤੇ ਸੰਪਰਕ ਕਰ ਸਕਦਾ ਹੈ। ਅੰਤ ਵਿਚ ਉਨ੍ਹਾਂ ਸਮੂਹ ਵਰਕਰਾਂ ਦਾ ਧੰਨਵਾਦ ਕੀਤਾ। <box>566 232 878 263</box>
article-body-a8-cont: ਉਨ੍ਹਾਂ ਕਿਹਾ ਕਿ ਡੋਰ-ਟੂ-ਡੋਰ ਕੂੜਾ ਇਕੱਠਾ ਕਰਨ ਦੀ ਪ੍ਰਣਾਲੀ ਨੂੰ ਹੋਰ ਮਜ਼ਬੂਤ ਕੀਤਾ ਜਾਵੇਗਾ ਅਤੇ ਗਿੱਲੇ ਤੇ ਸੁੱਕੇ ਕੂੜੇ ਨੂੰ ਵੱਖ ਵੱਖ ਕਰਨ ਲਈ ਲੋਕਾਂ ਨੂੰ ਜਾਗਰੂਕ ਕੀਤਾ ਜਾਵੇਗਾ। ਇਸ ਮੌਕੇ ਨਿਗਮ ਦੇ ਅਧਿਕਾਰੀ ਤੇ ਕਰਮਚਾਰੀ ਹਾਜ਼ਰ ਸਨ। ਕਮਿਸ਼ਨਰ ਨੇ ਕਿਹਾ ਕਿ ਸਫ਼ਾਈ ਸੇਵਕਾਂ ਨੂੰ ਲੋੜੀਂਦਾ ਸਾਮਾਨ ਮੁਹੱਈਆ ਕਰਵਾਇਆ ਜਾਵੇਗਾ ਅਤੇ ਉਨ੍ਹਾਂ ਦੀਆਂ ਮੰਗਾਂ ਵੱਲ ਵੀ ਧਿਆਨ ਦਿਤਾ ਜਾਵੇਗਾ। ਉਨ੍ਹਾਂ ਲੋਕਾਂ ਨੂੰ ਅਪੀਲ ਕੀਤੀ ਕਿ ਕੂੜਾ ਸੜਕਾਂ ਤੇ ਨਾ ਸੁੱਟਿਆ ਜਾਵੇ। <box>56 1150 388 1181</box>
color-control-bar <box>100 2170 250 2179</box>
article-headline-a6: ਪੰਜਾਬੀ ਭਾਸ਼ਾ ਪਸਾਰ ਭਾਈਚਾਰੇ ਵਲੋਂ ਵਿਦਿਆਰਥੀ ਸਨਮਾਨਤ <box>964 483 1228 497</box>
ek-nazar-box: ਇਕ ਨਜ਼ਰ.... <box>56 940 388 963</box>
article-body-a4-cont: ਇਸ ਮੌਕੇ ਸਾਬਕਾ ਸੈਨਿਕਾਂ ਨੇ ਅਪਣੀਆਂ ਮੁਸ਼ਕਲਾਂ ਸਾਂਝੀਆਂ ਕੀਤੀਆਂ, ਜਿਨ੍ਹਾਂ ਨੂੰ ਧਿਆਨ ਨਾਲ ਸੁਣਦਿਆਂ ਅਧਿਕਾਰੀ ਨੇ ਮੌਕੇ ਤੇ ਹੀ ਹੱਲ ਕਰਨ ਦੇ ਨਿਰਦੇਸ਼ ਦਿਤੇ। ਅੰਤ ਵਿਚ ਉਨ੍ਹਾਂ ਭਰੋਸਾ ਦਿਤਾ ਕਿ ਬੋਰਡ ਦੀਆਂ ਮੀਟਿੰਗਾਂ ਨਿਯਮਤ ਰੂਪ ਵਿਚ ਕੀਤੀਆਂ ਜਾਣਗੀਆਂ। <box>246 704 369 743</box>
dateline-tag: ਮੋਗਾ, 10 ਦਸੰਬਰ (ਬਿੰਦੂ ਰਾਜੇਵਾਲ) <box>1244 1901 1321 1909</box>
article-photo-a1 <box>222 135 558 302</box>
registration-mark <box>1440 1100 1464 1124</box>
color-control-bar <box>1080 2170 1240 2179</box>
article-body-a1: ਮੋਗਾ, 10 ਦਸੰਬਰ (ਬਿੰਦੂ ਰਾਜੇਵਾਲ) ਪੰਜਾਬ ਸਰਕਾਰ ਦੀ ਨਸ਼ਾ-ਵਿਰੋਧੀ ਮੁਹਿੰਮ ਤਹਿਤ ਜ਼ਿਲ੍ਹਾ ਪੁਲਿਸ ਨੇ ਅੱਜ ਵੱਡੇ ਪੱਧਰ ਤੇ ਸਰਚ ਅਪਰੇਸ਼ਨ ਚਲਾਇਆ। ਏਡੀਜੀਪੀ ਦੀ ਅਗਵਾਈ ਹੇਠ ਪੁਲਿਸ ਪਾਰਟੀਆਂ ਨੇ ਸ਼ੱਕੀ ਥਾਵਾਂ ਦੀ ਘੇਰਾਬੰਦੀ ਕਰ ਕੇ ਤਲਾਸ਼ੀ ਲਈ। ਇਸ ਮੌਕੇ ਵੱਖ-ਵੱਖ ਥਾਣਿਆਂ ਦੀਆਂ ਟੀਮਾਂ, ਸੀਆਈਏ ਸਟਾਫ਼ ਅਤੇ ਹੋਰ ਅਧਿਕਾਰੀ ਸ਼ਾਮਲ ਰਹੇ। ਪੁਲਿਸ ਅਧਿਕਾਰੀਆਂ ਨੇ ਦਸਿਆ ਕਿ ਨਸ਼ਾ ਤਸਕਰਾਂ ਵਿਰੁਧ ਸਖ਼ਤ ਕਾਰਵਾਈ ਜਾਰੀ ਰਹੇਗੀ ਅਤੇ ਕਿਸੇ ਨੂੰ ਵੀ ਬਖ਼ਸ਼ਿਆ ਨਹੀਂ ਜਾਵੇਗਾ। ਉਨ੍ਹਾਂ ਲੋਕਾਂ ਨੂੰ ਅਪੀਲ ਕੀਤੀ ਕਿ ਉਹ ਨਸ਼ਾ ਵੇਚਣ ਵਾਲਿਆਂ ਬਾਰੇ ਜਾਣਕਾਰੀ ਦੇਣ। ਪੁਲਿਸ ਵਲੋਂ ਸ਼ਿਕਾਇਤ ਕਰਤਾ ਦਾ ਨਾਂ ਗੁਪਤ ਰੱਖਿਆ ਜਾਵੇਗਾ ਅਤੇ ਲੋੜ ਪੈਣ ਤੇ ਸੁਰੱਖਿਆ ਵੀ ਮੁਹੱਈਆ ਕਰਵਾਈ ਜਾਵੇਗੀ। <box>56 135 214 214</box>
masthead <box>56 32 1420 68</box>
registration-mark <box>726 2195 750 2219</box>
dateline-tag: ਮੋਗਾ, 10 ਦਸੰਬਰ (ਬਿੰਦੂ ਰਾਜੇਵਾਲ) <box>596 1560 675 1567</box>
article-headline-a19: ਸੰਤ ਤੇ ਉੱਚਾ ਸਨਮਾਨ ਹੈ ਨੈਸ਼ਨ ਪ੍ਰਬਯਾਵ : ਐਡਵੋਕੇਟ ਸੁਸ਼ੀਲ ਗਰਗ <box>1252 1865 1412 1894</box>
article-headline-a10: ਐਮਪੀ ਖ਼ਾਲਸਾ ਤੇ ਮੱਖਣ ਬਰਾੜ ਵਲੋਂ ਜ਼ਿਲ੍ਹਾ ਪ੍ਰੀਸ਼ਦ ਉਮੀਦਵਾਰਾਂ ਦੇ ਹੱਕ ਵਿਚ ਮੀਟਿੰਗ <box>1066 940 1410 971</box>
dateline-tag: ਮੋਗਾ, 10 ਦਸੰਬਰ (ਬਿੰਦੂ ਰਾਜੇਵਾਲ) <box>56 528 135 535</box>
article-body-a15-cont: ਇਸ ਮੌਕੇ ਬੋਲਦਿਆਂ ਆਗੂਆਂ ਨੇ ਕਿਹਾ ਕਿ ਸਮਾਜ ਸੇਵਾ ਦੇ ਇਹ ਕੈਂਪ ਅੱਗੇ ਵੀ ਲਗਾਏ ਜਾਂਦੇ ਰਹਿਣਗੇ। ਉਨ੍ਹਾਂ ਲੋਕਾਂ ਨੂੰ ਅਪੀਲ ਕੀਤੀ ਕਿ ਸਮੇਂ ਸਿਰ ਅੱਖਾਂ ਦੀ ਜਾਂਚ ਕਰਵਾਉਣੀ ਚਾਹੀਦੀ ਹੈ। ਕੈਂਪ ਦੌਰਾਨ ਸਮੂਹ ਮੈਂਬਰਾਂ ਨੇ ਸਹਿਯੋਗ ਦਿਤਾ। <box>1056 1664 1340 1679</box>
article-headline-a13: ਰਤਸੀਹ ਖ਼ੁਰਦ ’ਚ ਵਿਧਾਇਕ ਬਿਲਾਸਪੁਰ ਨੇ ਭਾਰੀ ਇਕੱਠ ਨੂੰ ਕੀਤਾ ਸੰਬੋਧਨ <box>648 1305 994 1320</box>
dateline-tag: ਬਾਘਾਪੁਰਾਣਾ, 10 ਦਸੰਬਰ (ਪਵਨ ਗਰਗ) <box>1056 1500 1149 1507</box>
dateline-tag: ਮੋਗਾ, 10 ਦਸੰਬਰ (ਬਿੰਦੂ ਰਾਜੇਵਾਲ) <box>398 1916 482 1923</box>
article-body-a4-cont2: ਇਸ ਮੌਕੇ ਵੱਖ ਵੱਖ ਵਿਭਾਗਾਂ ਦੇ ਅਧਿਕਾਰੀ ਅਤੇ ਸੈਨਿਕ ਭਲਾਈ ਦਫ਼ਤਰ ਦਾ ਸਟਾਫ਼ ਹਾਜ਼ਰ ਸੀ। ਮੀਟਿੰਗ ਦੇ ਅਖ਼ੀਰ ਵਿਚ ਸਭਨਾਂ ਦਾ ਧੰਨਵਾਦ ਕੀਤਾ ਗਿਆ ਅਤੇ ਅਗਲੀ ਮੀਟਿੰਗ ਦੀ ਤਰੀਕ ਤੈਅ ਕੀਤੀ ਗਈ। <box>380 704 508 735</box>
photo-caption-a11: ਸਕੂਲ ਵਿਚ ਗਤੀਵਿਧੀਆਂ ਦੌਰਾਨ ਵਿਦਿਆਰਥੀ। <box>174 1683 269 1689</box>
article-body-a8: ਮੋਗਾ, 10 ਦਸੰਬਰ (ਬਿੰਦੂ ਰਾਜੇਵਾਲ) ਕਮਿਸ਼ਨਰ ਨੇ ਸ਼ਹਿਰ ਵਿਚ ਸਫ਼ਾਈ ਪ੍ਰਬੰਧਾਂ ਦਾ ਜਾਇਜ਼ਾ ਲੈਂਦਿਆਂ ਕੂੜਾ ਡੰਪ ਦਾ ਦੌਰਾ ਕੀਤਾ ਅਤੇ ਸਬੰਧਤ ਅਧਿਕਾਰੀਆਂ ਨੂੰ ਜ਼ਰੂਰੀ ਹਦਾਇਤਾਂ ਦਿਤੀਆਂ। ਉਨ੍ਹਾਂ ਕਿਹਾ ਕਿ ਸ਼ਹਿਰ ਨੂੰ ਸਾਫ਼ ਸੁਥਰਾ ਰੱਖਣਾ ਸਾਡੀ ਸਾਰਿਆਂ ਦੀ ਜ਼ਿੰਮੇਵਾਰੀ ਹੈ। ਕੂੜੇ ਦੇ ਨਿਪਟਾਰੇ ਲਈ ਆਧੁਨਿਕ ਤਕਨੀਕ ਦੀ ਵਰਤੋਂ ਕੀਤੀ ਜਾਵੇਗੀ। <box>250 1012 388 1059</box>
article-body-a15: ਬਾਘਾਪੁਰਾਣਾ, 10 ਦਸੰਬਰ (ਪਵਨ ਗਰਗ) ਐਸੋਸੀਏਸ਼ਨ ਵਲੋਂ ਲਗਾਏ ਗਏ ਮੁਫ਼ਤ ਅੱਖਾਂ ਦੇ ਚੈਕਅਪ ਕੈਂਪ ਦੌਰਾਨ ਵੱਡੀ ਗਿਣਤੀ ਵਿਚ ਮਰੀਜ਼ਾਂ ਦੀਆਂ ਅੱਖਾਂ ਦੀ ਜਾਂਚ ਕੀਤੀ ਗਈ। ਮਾਹਰ ਡਾਕਟਰਾਂ ਦੀ ਟੀਮ ਨੇ ਮਰੀਜ਼ਾਂ ਨੂੰ ਮੁਫ਼ਤ ਦਵਾਈਆਂ ਤੇ ਐਨਕਾਂ ਵੀ ਵੰਡੀਆਂ। ਲੋੜਵੰਦ ਮਰੀਜ਼ਾਂ ਦੇ ਆਪ੍ਰੇਸ਼ਨ ਵੀ ਮੁਫ਼ਤ ਕੀਤੇ ਜਾਣਗੇ। <box>1056 1500 1206 1539</box>
photo-caption-a1: ਅਪਰੇਸ਼ਨ ਕਾਸੋ ਦੌਰਾਨ ਤਲਾਸ਼ੀ ਲੈਂਦੀ ਹੋਈ ਪੁਲਿਸ ਪਾਰਟੀ। <box>331 303 447 309</box>
issue-date: ਵੀਰਵਾਰ, 11 ਦਸੰਬਰ 2025 <box>1305 42 1416 54</box>
photo-caption-a4: ਮੀਟਿੰਗ ਦੀ ਪ੍ਰਧਾਨਗੀ ਕਰਦੇ ਹੋਏ ਵਧੀਕ ਡਿਪਟੀ ਕਮਿਸ਼ਨਰ। <box>316 691 438 697</box>
dateline-tag: ਅਜੀਤਵਾਲ, 10 ਦਸੰਬਰ (ਕਰਨ ਰਾਜੇਵਾਲ) <box>56 1500 152 1507</box>
article-headline-a11: ਹੈਲੀ ਹਾਰਟ ਸਕੂਲ ਨੇ ਸਿਖਿਆ ਤੇ ਮਨੋਰੰਜਨ ਗਤੀਵਿਧੀਆਂ ਕਰਵਾਈਆਂ <box>57 1445 387 1460</box>
article-headline-a16: ਸ਼੍ਰੀ ਪਰਸ਼ੂਰਾਮੀ ਮੰਚ ’ਚ ਦਾਵਤ ਦਾ ਆਯੋਜਨ <box>124 1871 320 1885</box>
dateline-tag: ਮੋਗਾ, 10 ਦਸੰਬਰ (ਬਿੰਦੂ ਰਾਜੇਵਾਲ) <box>56 135 138 142</box>
photo-caption-a15: ਅੱਖਾਂ ਦੇ ਕੈਂਪ ਦਾ ਉਦਘਾਟਨ ਕਰਦੇ ਹੋਏ ਪਤਵੰਤੇ। <box>1269 1649 1365 1655</box>
article-headline-a8: ਕਮਿਸ਼ਨਰ ਨਗਰ ਨਿਗਮ ਵਲੋਂ ਡੰਪ ਦਾ ਜਾਇਜ਼ਾ <box>123 972 321 986</box>
crop-mark <box>0 22 26 23</box>
article-headline-a14: ਬੱਚਿਆਂ ਦੀ ਦੇਖਭਾਲ ਕਰਨ ਵਾਲਿਆਂ ਸੰਸਥਾਵਾਂ ਦੀ ਸੁਚੇਤਨਾ ਜਸਟਿਸ ਐਕਟ ਤਹਿਤ ਰਜਿਸਟਰਡ ਹੋਣਾ ਲਾਜ਼ਮੀ : ਡੀ.ਸੀ. <box>602 1503 1040 1532</box>
photo-caption-a6: ਸਨਮਾਨਤ ਕੀਤੇ ਗਏ ਵਿਦਿਆਰਥੀ ਤੇ ਪ੍ਰਬੰਧਕ। <box>1048 656 1144 662</box>
photo-caption-a5: ਮੰਦਰ ਵਿਖੇ ਸੇਵਾ ਕਰਦੇ ਹੋਏ ਸ਼ਰਧਾਲੂ। <box>650 735 726 741</box>
article-photo-a2 <box>700 322 880 419</box>
